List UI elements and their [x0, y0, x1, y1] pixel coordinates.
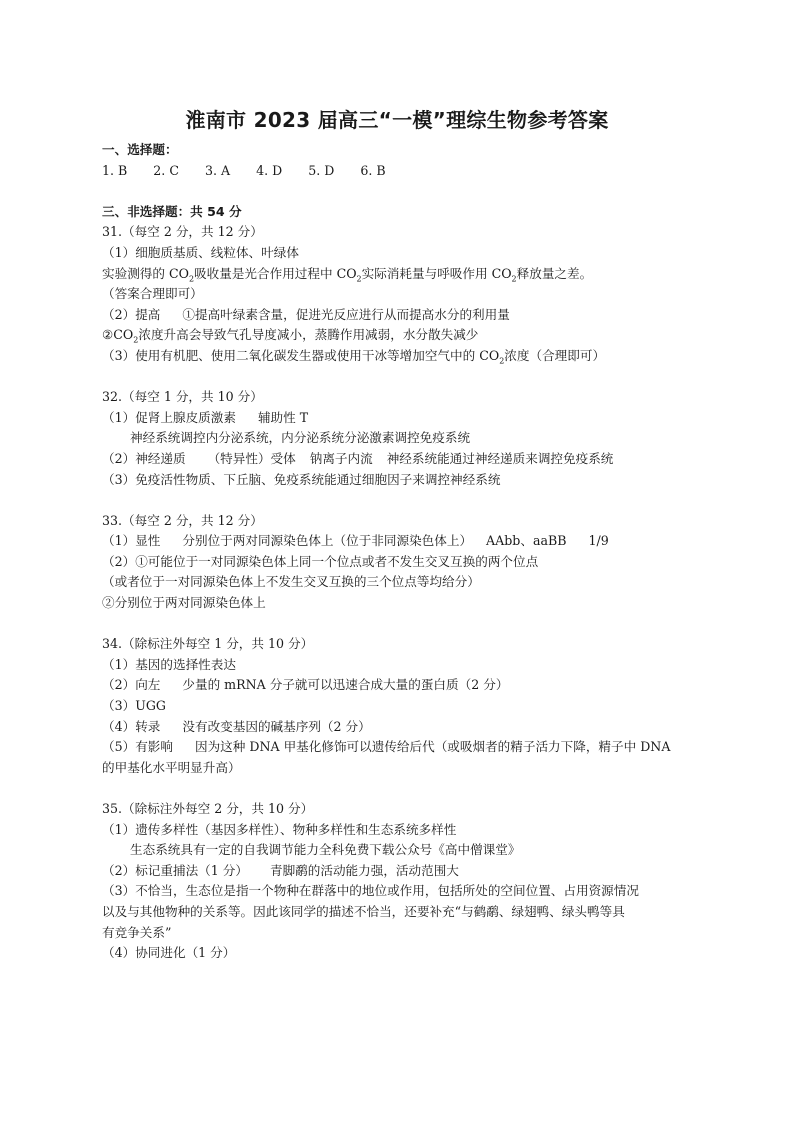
q33-line-4: ②分别位于两对同源染色体上	[102, 595, 266, 611]
q33-header: 33.（每空 2 分，共 12 分）	[102, 512, 263, 528]
q31-line-2: 实验测得的 $CO_2$吸收量是光合作用过程中 $CO_2$实际消耗量与呼吸作用 $CO_2$释放量之差。	[102, 265, 593, 284]
q31-line-3: （答案合理即可）	[102, 286, 203, 302]
answer-2: 2. C	[153, 162, 179, 178]
page-title: 淮南市 2023 届高三“一模”理综生物参考答案	[185, 108, 609, 132]
q35-header: 35.（除标注外每空 2 分，共 10 分）	[102, 801, 314, 816]
q32-line-4: （3）免疫活性物质、下丘脑、免疫系统能通过细胞因子来调控神经系统	[102, 471, 501, 487]
q33-line-3: （或者位于一对同源染色体上不发生交叉互换的三个位点等均给分）	[102, 574, 480, 590]
q32-line-1: （1）促肾上腺皮质激素 辅助性 T	[102, 409, 309, 425]
q31-line-6: （3）使用有机肥、使用二氧化碳发生器或使用干冰等增加空气中的 $CO_2$浓度（合理即可）	[102, 347, 606, 366]
q34-line-4: （4）转录 没有改变基因的碱基序列（2 分）	[102, 718, 371, 734]
q31-header: 31.（每空 2 分，共 12 分）	[102, 224, 263, 240]
q34-line-3: （3）UGG	[102, 698, 166, 714]
q33-line-1: （1）显性 分别位于两对同源染色体上（位于非同源染色体上） AAbb、aaBB 1/9	[102, 533, 609, 549]
q32-header: 32.（每空 1 分，共 10 分）	[102, 389, 263, 405]
q35-line-3: （2）标记重捕法（1 分） 青脚鹬的活动能力强，活动范围大	[102, 862, 459, 878]
q34-line-1: （1）基因的选择性表达	[102, 656, 236, 672]
q32-line-2: 神经系统调控内分泌系统，内分泌系统分泌激素调控免疫系统	[130, 430, 471, 446]
q35-line-1: （1）遗传多样性（基因多样性）、物种多样性和生态系统多样性	[102, 821, 457, 837]
q34-line-5: （5）有影响 因为这种 DNA 甲基化修饰可以遗传给后代（或吸烟者的精子活力下降，精子中 DNA	[102, 739, 671, 755]
section-heading-nonchoice: 三、非选择题：共 54 分	[102, 203, 242, 219]
q33-line-2: （2）①可能位于一对同源染色体上同一个位点或者不发生交叉互换的两个位点	[102, 553, 539, 569]
answer-3: 3. A	[204, 162, 231, 178]
q32-line-3: （2）神经递质 （特异性）受体 钠离子内流 神经系统能通过神经递质来调控免疫系统	[102, 450, 614, 466]
q31-line-4: （2）提高 ①提高叶绿素含量，促进光反应进行从而提高水分的利用量	[102, 306, 510, 322]
answer-1: 1. B	[102, 162, 128, 178]
q34-line-6: 的甲基化水平明显升高）	[102, 759, 241, 775]
q35-line-2: 生态系统具有一定的自我调节能力全科免费下载公众号《高中僧课堂》	[130, 842, 521, 858]
q35-line-6: 有竞争关系”	[102, 924, 172, 940]
choice-answers	[102, 161, 702, 182]
q31-line-5: $②CO_2$浓度升高会导致气孔导度减小，蒸腾作用减弱，水分散失减少	[102, 327, 479, 345]
answer-5: 5. D	[308, 162, 335, 178]
answer-6: 6. B	[360, 162, 386, 178]
q35-line-5: 以及与其他物种的关系等。因此该同学的描述不恰当，还要补充“与鹤鹬、绿翅鸭、绿头鸭等具	[102, 903, 625, 919]
q34-header: 34.（除标注外每空 1 分，共 10 分）	[102, 636, 314, 652]
q34-line-2: （2）向左 少量的 mRNA 分子就可以迅速合成大量的蛋白质（2 分）	[102, 677, 509, 693]
answer-4: 4. D	[256, 162, 283, 178]
answer-content	[102, 140, 702, 964]
q35-line-7: （4）协同进化（1 分）	[102, 945, 236, 961]
q31-line-1: （1）细胞质基质、线粒体、叶绿体	[102, 244, 299, 260]
q35-line-4: （3）不恰当，生态位是指一个物种在群落中的地位或作用，包括所处的空间位置、占用资源情况	[102, 883, 639, 899]
section-heading-choice: 一、选择题：	[102, 142, 178, 157]
